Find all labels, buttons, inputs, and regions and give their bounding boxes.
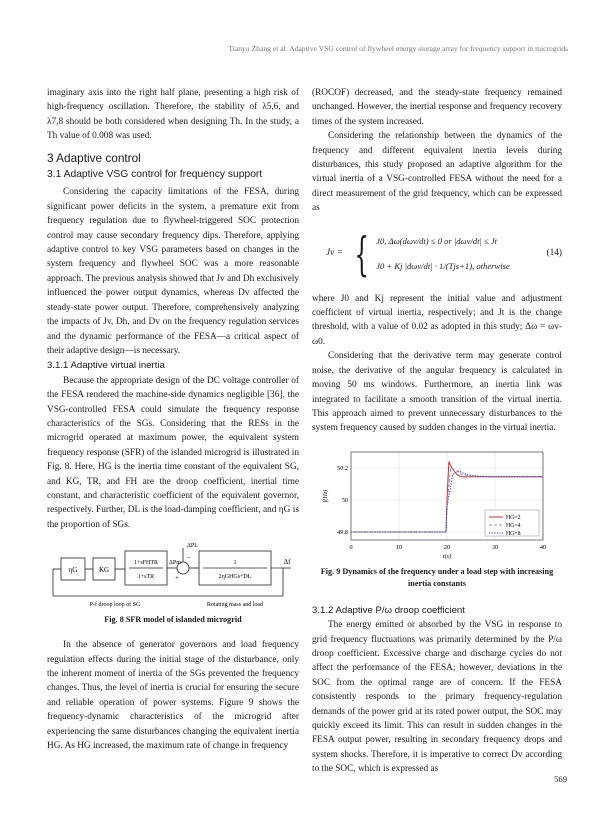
x-tick-label: 40 (539, 543, 547, 551)
plus-sign: + (175, 574, 179, 583)
paragraph: Considering that the derivative term may generate control noise, the derivative of the angular frequency is calculated in moving 50 ms windows. Furthermore, an inertia link was integrated to facilitate a smooth transition of the virtual inertia. This approach aimed to prevent unnecessary disturbances to the system frequency caused by sudden changes in the virtual inertia. (312, 351, 562, 434)
left-column (47, 86, 299, 753)
rotating-denominator: 2ηGHGs+DL (218, 574, 252, 581)
x-axis-label: t(s) (442, 552, 452, 560)
equation-case-2: J0 + Kj |dωv/dt| · 1/(Tjs+1), otherwise (376, 260, 510, 271)
kg-label: KG (98, 566, 110, 575)
section-heading: 3 Adaptive control (47, 150, 141, 165)
paragraph: where J0 and Kj represent the initial value and adjustment coefficient of virtual inertia, respectively; and Jt is the change threshold, with a value of 0.02 as adopted in this study; Δω = ωv-ω0. (312, 293, 562, 347)
equation-case-1: J0, Δω(dωv/dt) ≤ 0 or |dωv/dt| ≤ Jt (376, 236, 498, 247)
y-tick-label: 49.8 (337, 528, 348, 536)
rotating-numerator: 1 (233, 560, 237, 567)
governor-numerator: 1+sFHTR (133, 560, 159, 567)
delta-pm-label: ΔPm (169, 560, 181, 567)
fig9-caption: Fig. 9 Dynamics of the frequency under a load step with increasing inertia constants (320, 566, 554, 588)
equation-lhs: Jv = (326, 248, 343, 259)
paragraph: The energy emitted or absorbed by the VSG in response to grid frequency fluctuations was primarily determined by the P/ω droop coefficient. Excessive charge and discharge cycles do not affect the performance of the FESA; however, deviations in the SOC from the optimal range are of concern. If the FESA consistently responds to the primary frequency-regulation demands of the power grid at its rated power output, the SOC may quickly exceed its limit. This can result in sudden changes in the FESA output power, resulting in secondary frequency drops and system shocks. Therefore, it is imperative to correct Dv according to the SOC, which is expressed as (312, 620, 562, 775)
equation-number: (14) (546, 248, 562, 259)
fig8-block-diagram (49, 538, 297, 610)
eta-g-label: ηG (68, 566, 78, 575)
legend-label: HG=2 (506, 514, 521, 521)
paragraph: Because the appropriate design of the DC voltage controller of the FESA rendered the machine-side dynamics negligible [36], the VSG-controlled FESA could simulate the frequency response characteristics of the SGs. Considering that the RESs in the microgrid operated at maximum power, the equivalent system frequency response (SFR) of the islanded microgrid is illustrated in Fig. 8. Here, HG is the inertia time constant of the equivalent SG, and KG, TR, and FH are the droop coefficient, inertial time constant, and characteristic coefficient of the equivalent governor, respectively. Further, DL is the load-damping coefficient, and ηG is the proportion of SGs. (47, 375, 299, 530)
running-title: Tianyu Zhang et al. Adaptive VSG control of flywheel energy storage array for frequency support in microgrids (228, 44, 568, 53)
y-tick-label: 50.2 (337, 464, 348, 472)
governor-denominator: 1+sTR (137, 574, 155, 581)
paragraph: In the absence of generator governors and load frequency regulation effects during the initial stage of the disturbance, only the inherent moment of inertia of the SGs prevented the frequency changes. Thus, the level of inertia is crucial for ensuring the secure and reliable operation of power systems. Figure 9 shows the frequency-dynamic characteristics of the microgrid after experiencing the same disturbances changing the equivalent inertia HG. As HG increased, the maximum rate of change in frequency (47, 640, 299, 752)
minus-sign: − (187, 554, 191, 563)
rotating-mass-label: Rotating mass and load (206, 602, 264, 609)
paragraph: Considering the relationship between the dynamics of the frequency and different equivalent inertia levels during disturbances, this study proposed an adaptive algorithm for the virtual inertia of a VSG-controlled FESA without the need for a direct measurement of the grid frequency, which can be expressed as (312, 131, 562, 214)
paragraph: imaginary axis into the right half plane, presenting a high risk of high-frequency oscillation. Therefore, the stability of λ5,6, and λ7,8 should be both considered when designing Th. In the study, a Th value of 0.008 was used. (47, 88, 299, 142)
y-axis-label: f(Hz) (322, 489, 329, 503)
y-tick-label: 50 (341, 496, 348, 504)
subsubsection-heading: 3.1.2 Adaptive P/ω droop coefficient (312, 604, 465, 616)
legend-label: HG=4 (506, 522, 521, 529)
delta-pl-label: ΔPL (187, 543, 198, 550)
right-column (312, 86, 562, 777)
x-tick-label: 0 (349, 543, 353, 551)
delta-f-label: Δf (283, 558, 291, 567)
x-tick-label: 30 (491, 543, 499, 551)
fig8-caption: Fig. 8 SFR model of islanded microgrid (104, 615, 242, 625)
paragraph: Considering the capacity limitations of the FESA, during significant power deficits in the system, a premature exit from frequency regulation due to flywheel-triggered SOC protection control may cause secondary frequency dips. Therefore, applying adaptive control to key VSG parameters based on changes in the system frequency and flywheel SOC was a more reasonable approach. The previous analysis showed that Jv and Dh exclusively influenced the power output dynamics, whereas Dv affected the steady-state power output. Therefore, comprehensively analyzing the impacts of Jv, Dh, and Dv on the frequency regulation services and the dynamic performance of the FESA—a critical aspect of their adaptive design—is necessary. (47, 187, 299, 356)
paragraph: (ROCOF) decreased, and the steady-state frequency remained unchanged. However, the inertial response and frequency recovery times of the system increased. (312, 88, 562, 127)
fig9-frequency-chart (317, 446, 557, 564)
x-tick-label: 20 (443, 543, 451, 551)
subsubsection-heading: 3.1.1 Adaptive virtual inertia (47, 360, 165, 372)
pf-droop-label: P-f droop loop of SG (89, 602, 141, 609)
x-tick-label: 10 (395, 543, 403, 551)
subsection-heading: 3.1 Adaptive VSG control for frequency support (47, 169, 263, 181)
page-number: 569 (554, 774, 567, 784)
brace-icon: { (354, 226, 369, 281)
equation-14 (312, 220, 562, 288)
legend-label: HG=8 (506, 530, 521, 537)
